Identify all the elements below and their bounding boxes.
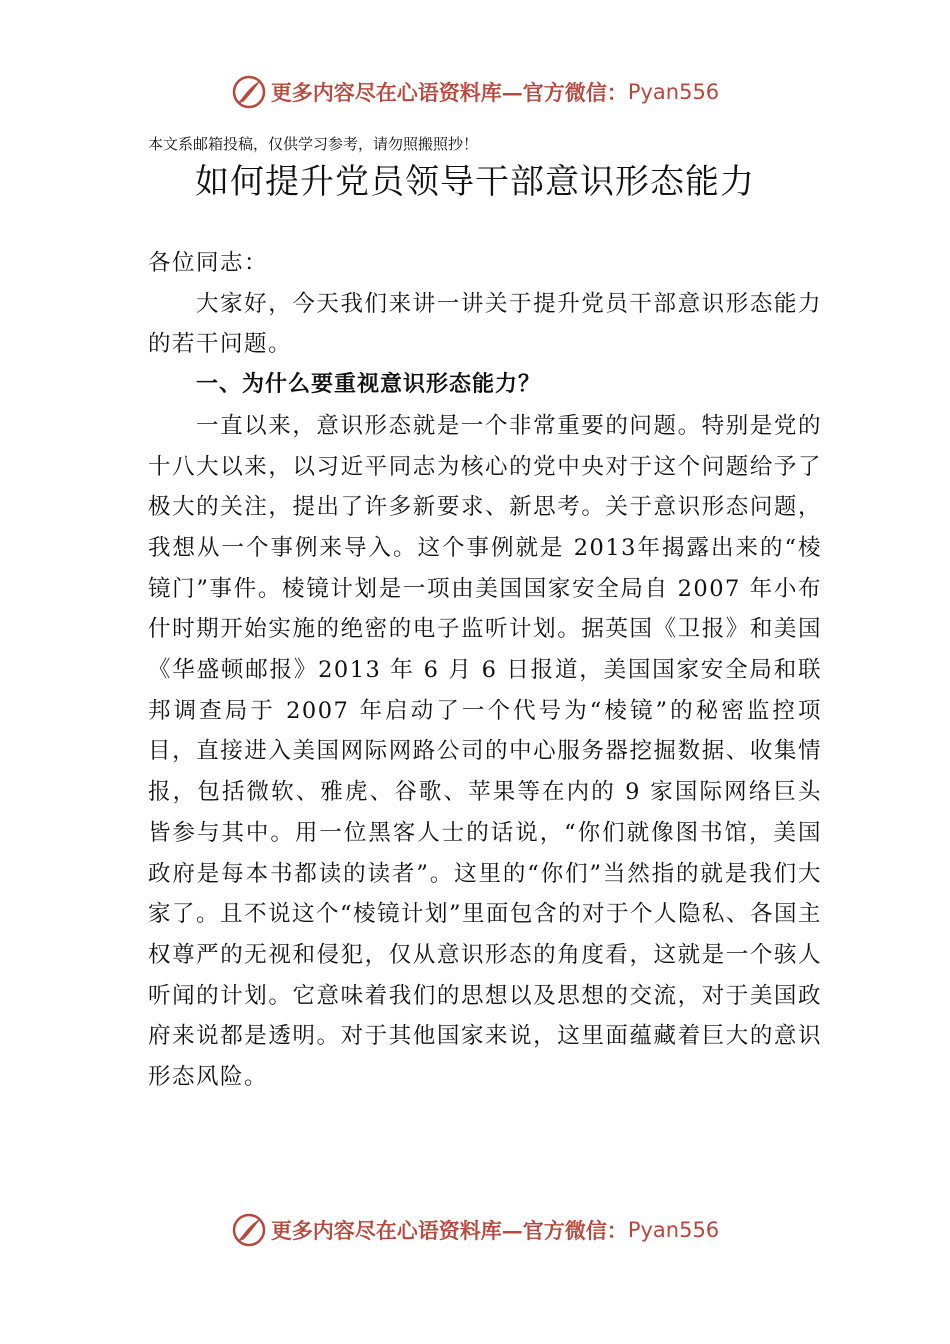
paragraph-intro: 大家好，今天我们来讲一讲关于提升党员干部意识形态能力的若干问题。 <box>148 290 822 358</box>
watermark-text: 更多内容尽在心语资料库—官方微信： <box>270 1218 628 1243</box>
quill-logo-icon <box>231 1212 267 1248</box>
watermark-banner-bottom <box>0 1208 950 1252</box>
watermark-banner-top <box>0 70 950 114</box>
quill-logo-icon <box>231 74 267 110</box>
watermark-wechat-id: Pyan556 <box>627 80 720 104</box>
submission-notice: 本文系邮箱投稿，仅供学习参考，请勿照搬照抄！ <box>148 135 479 153</box>
watermark-wechat-id: Pyan556 <box>627 1218 720 1242</box>
paragraph-body: 一直以来，意识形态就是一个非常重要的问题。特别是党的十八大以来，以习近平同志为核心的党中央对于这个问题给予了极大的关注，提出了许多新要求、新思考。关于意识形态问题，我想从一个事例来导入。这个事例就是 2013年揭露出来的“棱镜门”事件。棱镜计划是一项由美国国家安全局自 2007 年小布什时期开始实施的绝密的电子监听计划。据英国《卫报》和美国《华盛顿邮报》2013 年 6 月 6 日报道，美国国家安全局和联邦调查局于 2007 年启动了一个代号为“棱镜”的秘密监控项目，直接进入美国网际网路公司的中心服务器挖掘数据、收集情报，包括微软、雅虎、谷歌、苹果等在内的 9 家国际网络巨头皆参与其中。用一位黑客人士的话说，“你们就像图书馆，美国政府是每本书都读的读者”。这里的“你们”当然指的就是我们大家了。且不说这个“棱镜计划”里面包含的对于个人隐私、各国主权尊严的无视和侵犯，仅从意识形态的角度看，这就是一个骇人听闻的计划。它意味着我们的思想以及思想的交流，对于美国政府来说都是透明。对于其他国家来说，这里面蕴藏着巨大的意识形态风险。 <box>148 412 823 1091</box>
document-title: 如何提升党员领导干部意识形态能力 <box>195 162 755 202</box>
salutation: 各位同志： <box>148 250 269 276</box>
document-body <box>148 243 822 1098</box>
section-heading: 一、为什么要重视意识形态能力？ <box>196 372 542 398</box>
watermark-text: 更多内容尽在心语资料库—官方微信： <box>270 80 628 105</box>
